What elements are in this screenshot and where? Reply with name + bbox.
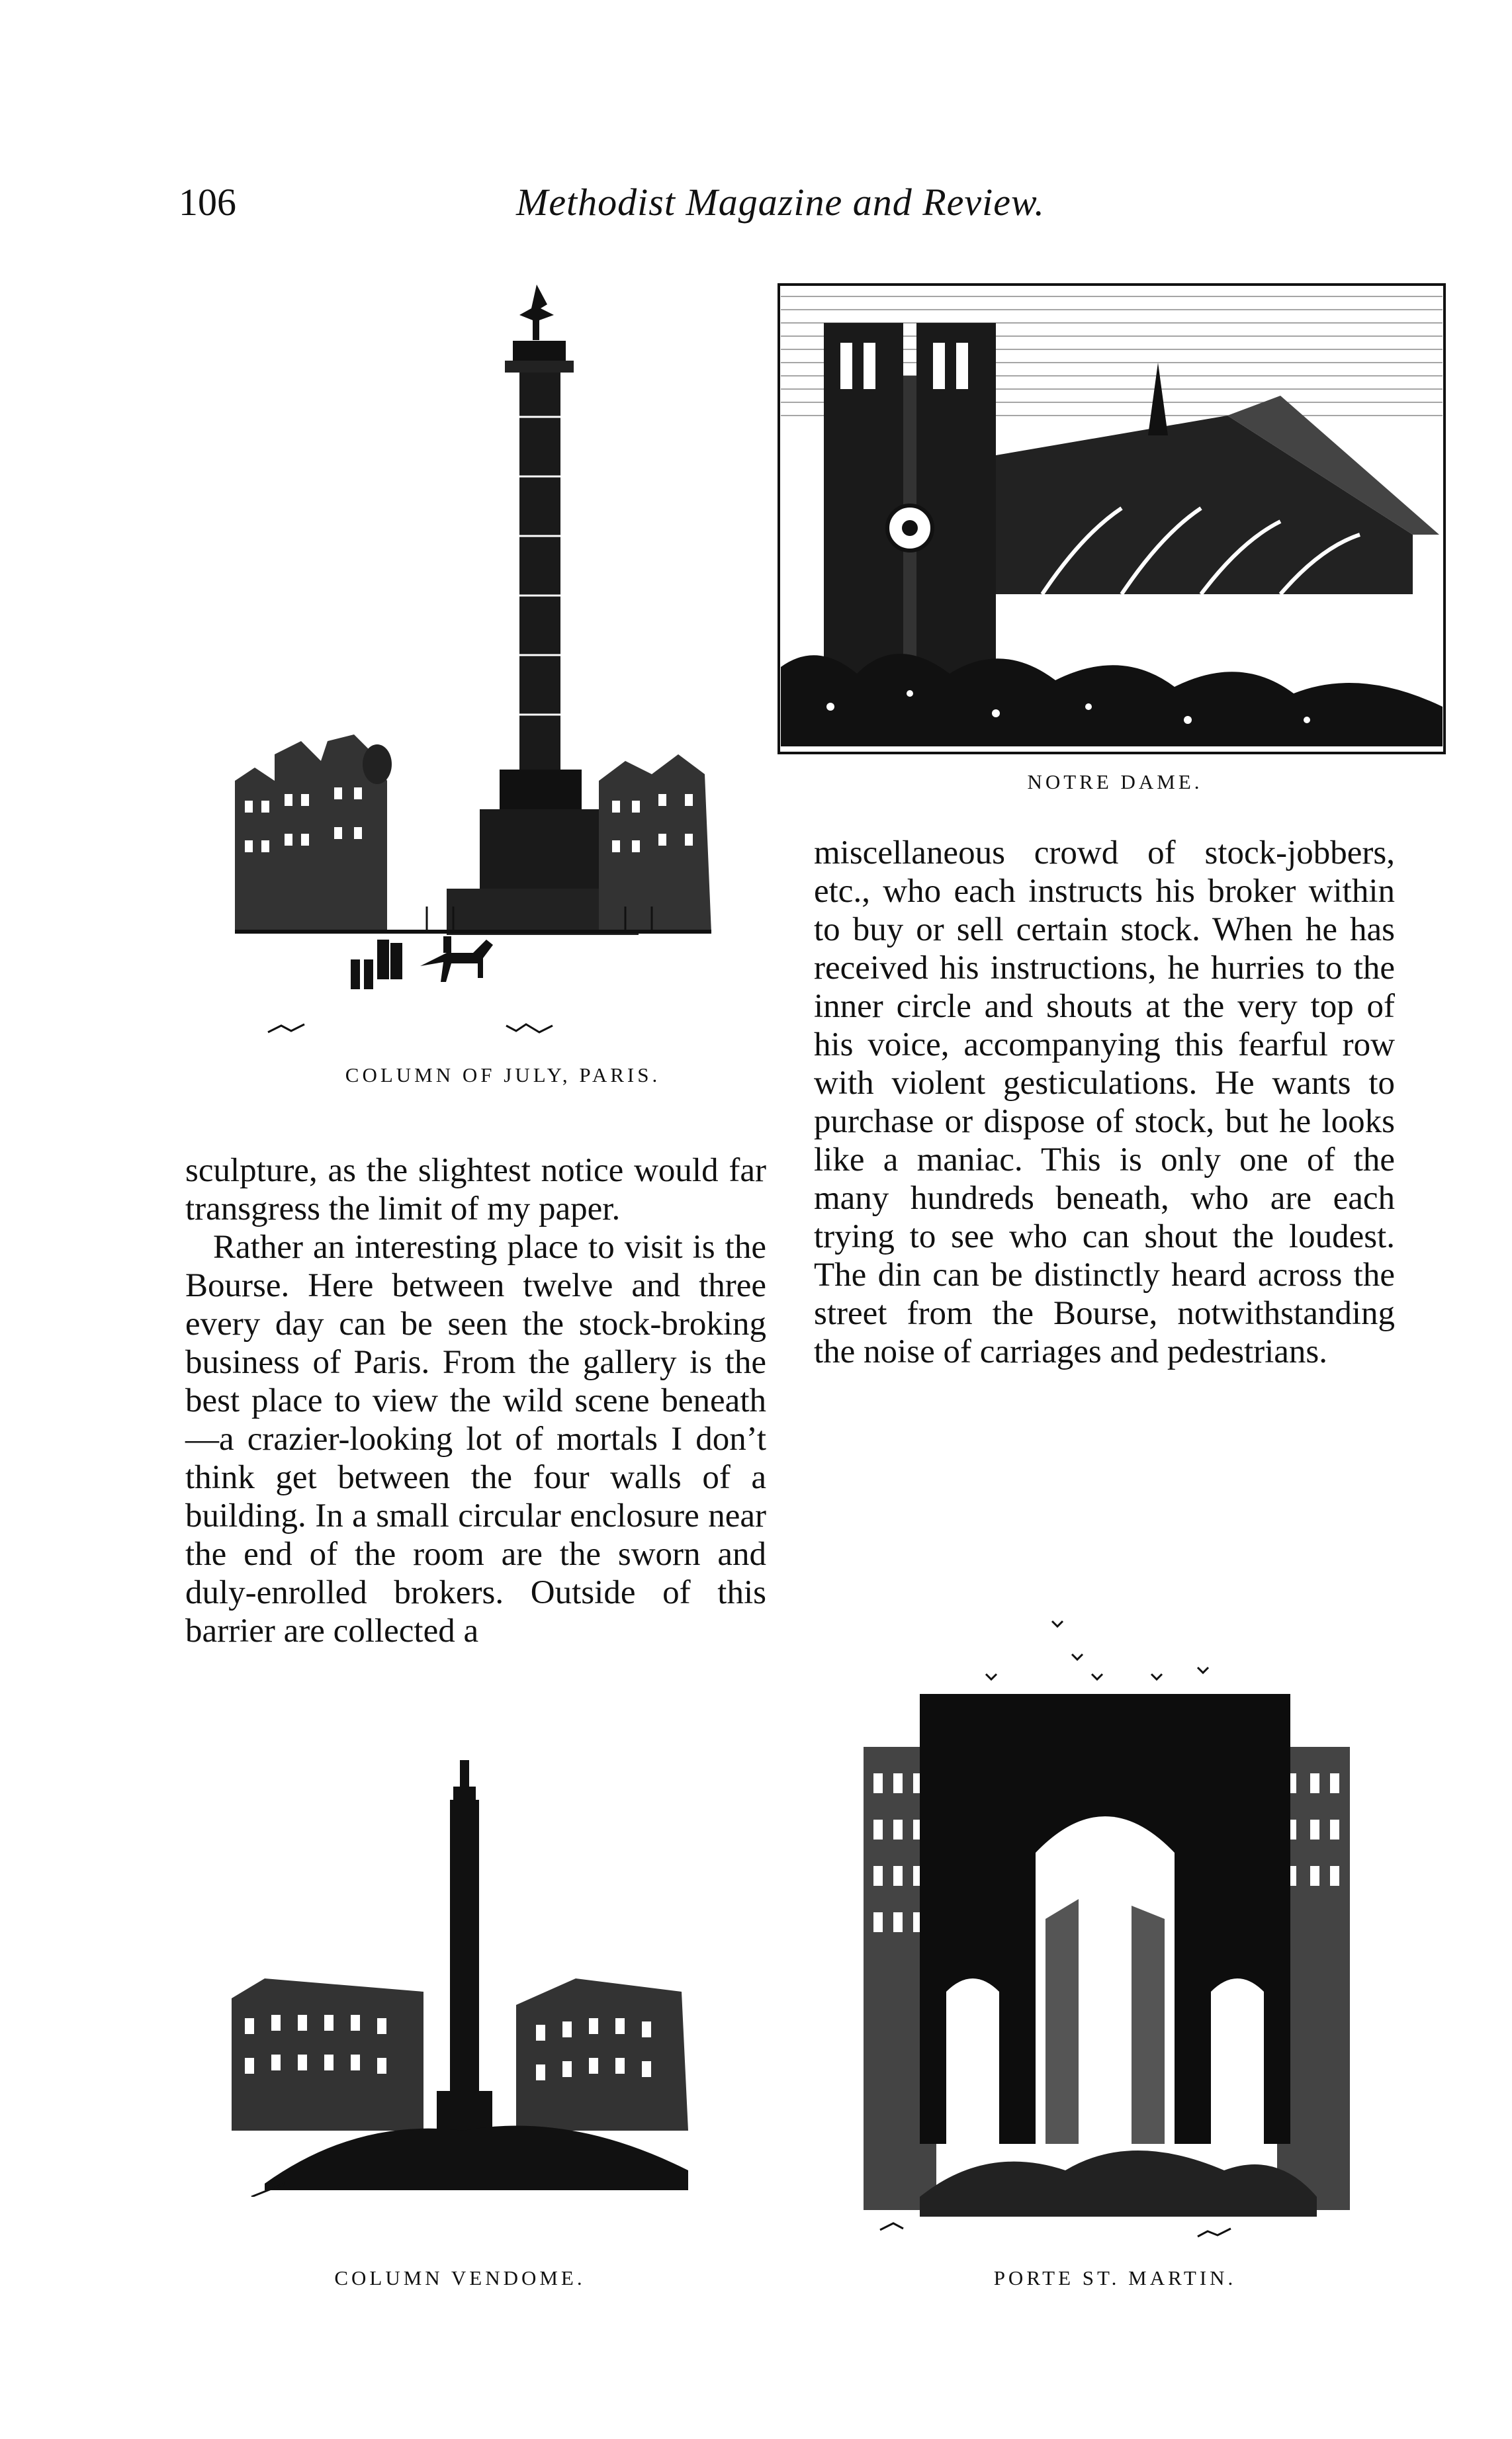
- right-paragraph-1: miscellaneous crowd of stock-jobbers, etc., who each instructs his broker within to buy or sell certain stock. When he has received his instructions, he hurries to the inner circle and shouts at the very top of his voice, accompanying this fearful row with violent gesticulations. He wants to purchase or dispose of stock, but he looks like a maniac. This is only one of the many hundreds beneath, who are each trying to see who can shout the loudest. The din can be distinctly heard across the street from the Bourse, notwithstanding the noise of carriages and pedestrians.: [814, 834, 1395, 1370]
- notre-dame-caption: NOTRE DAME.: [1027, 770, 1203, 793]
- left-paragraph-2: Rather an interesting place to visit is the Bourse. Here between twelve and three every day can be seen the stock-broking business of Paris. From the gallery is the best place to view the wild scene beneath—a crazier-looking lot of mortals I don’t think get between the four walls of a building. In a small circular enclosure near the end of the room are the sworn and duly-enrolled brokers. Outside of this barrier are collected a: [185, 1229, 766, 1650]
- page-number: 106: [179, 181, 236, 224]
- right-column-text: [814, 834, 1395, 1371]
- column-vendome-illustration: [225, 1760, 721, 2197]
- porte-st-martin-caption: PORTE ST. MARTIN.: [993, 2266, 1237, 2289]
- column-of-july-caption: COLUMN OF JULY, PARIS.: [345, 1063, 661, 1086]
- running-title: Methodist Magazine and Review.: [516, 181, 1045, 224]
- porte-st-martin-illustration: [854, 1601, 1356, 2243]
- column-of-july-illustration: [228, 278, 718, 1045]
- left-paragraph-1: sculpture, as the slightest notice would far transgress the limit of my paper.: [185, 1152, 766, 1227]
- left-column-text: [185, 1151, 766, 1650]
- notre-dame-illustration: [778, 283, 1446, 754]
- column-vendome-caption: COLUMN VENDOME.: [334, 2266, 586, 2289]
